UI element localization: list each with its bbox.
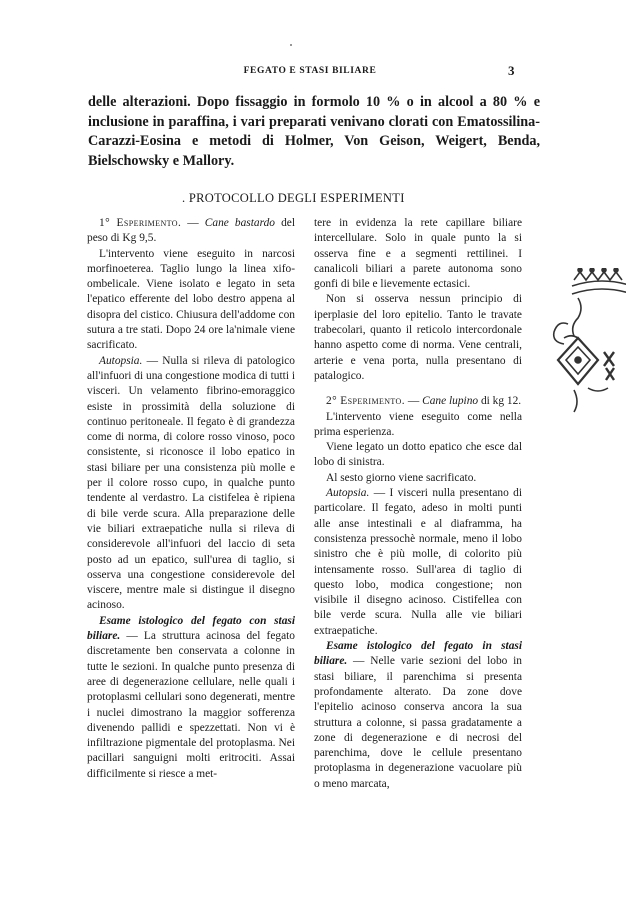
esame-text: — La struttura acinosa del fegato discretamente ben conservata a colonne in tutte le sezioni. In qualche punto presenza di aree di degenerazione cellulare, nelle quali i protoplasmi cellulari sono degenerati, mentre i nuclei dimostrano la maggior sofferenza divenendo pallidi e spezzettati. Non vi è infiltrazione pigmentale del protoplasma. Nei pacillari sanguigni molti eritrociti. Assai difficilmente si riesce a met- [87,630,295,780]
paragraph-iperplasie: Non si osserva nessun principio di iperplasie del loro epitelio. Tanto le travate trabecolari, quanto il reticolo intercordonale hanno aspetto come di norma. Vene centrali, arterie e vena porta, nulla presentano di patalogico. [314,293,522,382]
autopsia-2-label: Autopsia. [326,487,370,500]
autopsia-label: Autopsia. [99,354,143,367]
paragraph-autopsia-2 [314,486,522,639]
esame-label: Esame istologico del fegato con stasi biliare. [87,614,295,643]
esame-2-text: — Nelle varie sezioni del lobo in stasi biliare, il parenchima si presenta profondamente alterato. Da zone dove l'epitelio acinoso conserva ancora la sua struttura a colonne, si passa gradatamente a zone di degenerazione e di necrosi del parenchima, dove le cellule presentano protoplasma in degenerazione vacuolare più o meno marcata, [314,655,522,790]
autopsia-text: — Nulla si rileva di patologico all'infuori di una congestione modica di tutti i visceri. Un velamento fibrino-emoraggico esiste in prossimità della soluzione di continuo peritoneale. Il fegato è di grandezza come di norma, di colore rosso vinoso, poco consistente, si riconosce il lobo epatico in stasi biliare per una consistenza più molle e per il colore rosso cupo, in qualche punto tendente al verdastro. La cistifelea è ripiena di bile verde scura. Alla preparazione delle vie biliari extraepatiche nulla si rileva di considerevole all'infuori del laccio di seta posto ad un epatico, sull'urea di taglio, si osserva una congestione considerevole del viscere, mentre male si distingue il disegno acinoso. [87,354,295,612]
intro-paragraph [88,93,540,171]
autopsia-2-text: — I visceri nulla presentano di particolare. Il fegato, adeso in molti punti alle anse intestinali e al diaframma, ha consistenza pressochè normale, meno il lobo sinistro che è più molle, di colorito più intensamente rosso. Sull'area di taglio di questo lobo, modica congestione; non visibile il disegno acinoso. Cistifellea con bile verde scura. Nulla alle vie biliari extraepatiche. [314,487,522,637]
running-header: FEGATO E STASI BILIARE [243,66,377,76]
experiment-2-label: 2° Esperimento. [326,395,405,408]
experiment-1-label: 1° Esperimento. [99,217,182,229]
paragraph-intervento: L'intervento viene eseguito in narcosi morfinoeterea. Taglio lungo la linea xifo-ombelicale. Viene isolato e legato in seta l'epatico efferente del lobo destro appena al disopra del cistico. Chiusura dell'addome con sutura a tre stati. Dopo 24 ore la'nimale viene sacrificato. [87,247,295,352]
dash: — [405,395,423,408]
crown-stamp-icon [548,268,626,428]
experiment-1-weight: del peso di Kg 9,5. [87,217,295,245]
section-heading: . PROTOCOLLO DEGLI ESPERIMENTI [182,191,405,205]
experiment-1-subject: Cane bastardo [204,217,275,229]
page-number: 3 [508,63,515,78]
paragraph-continua: tere in evidenza la rete capillare biliare intercellulare. Solo in quale punto la si osserva fine e a segmenti rettilinei. I canalicoli biliari a parete autonoma sono gonfi di bile e lievemente ectasici. [314,217,522,291]
paragraph-intervento-2: L'intervento viene eseguito come nella prima esperienza. [314,410,522,438]
esame-2-label: Esame istologico del fegato in stasi biliare. [314,640,522,668]
library-stamp [548,268,626,428]
experiment-2-subject: Cane lupino [422,395,479,408]
intro-text: delle alterazioni. Dopo fissaggio in formolo 10 % o in alcool a 80 % e inclusione in paraffina, i vari preparati venivano clorati con Ematossilina-Carazzi-Eosina e metodi di Holmer, Von Geison, Weigert, Benda, Bielschowsky e Mallory. [88,94,540,169]
experiment-1-heading [87,216,295,247]
right-column [314,216,522,792]
left-column [87,216,295,782]
ink-speck [290,44,292,46]
paragraph-autopsia [87,354,295,614]
dash: — [181,217,205,229]
paragraph-legato: Viene legato un dotto epatico che esce dal lobo di sinistra. [314,441,522,469]
paragraph-esame [87,614,295,782]
paragraph-sesto: Al sesto giorno viene sacrificato. [326,471,477,484]
experiment-2-heading [314,394,522,409]
paragraph-esame-2 [314,639,522,792]
experiment-2-weight: di kg 12. [478,395,522,408]
